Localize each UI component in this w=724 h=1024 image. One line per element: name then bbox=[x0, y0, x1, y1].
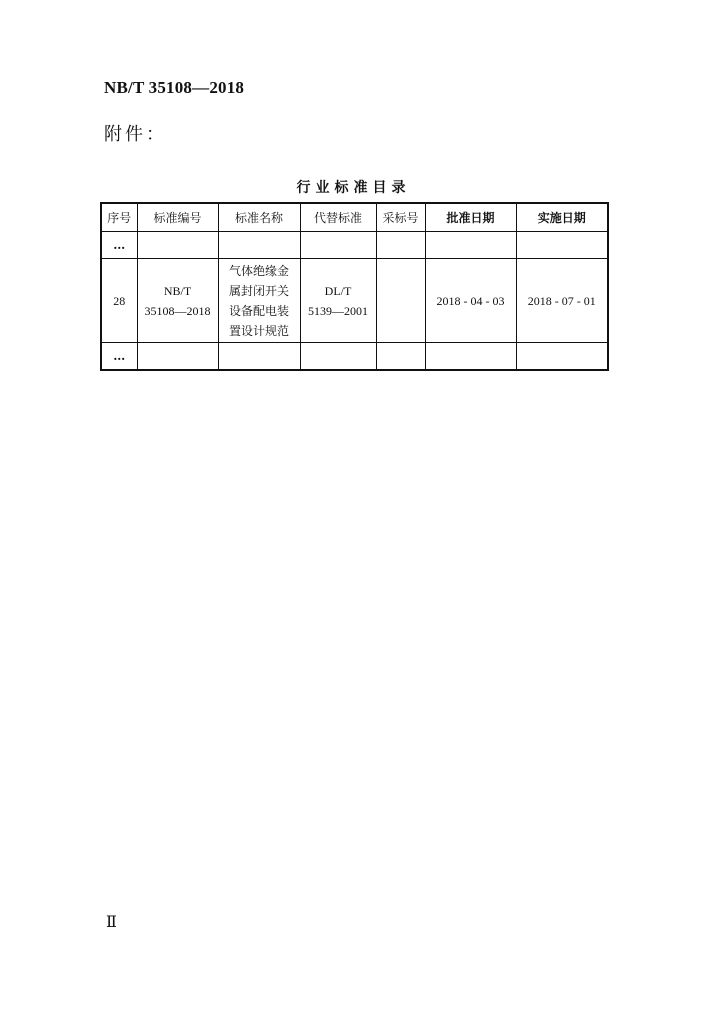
cell-std-name bbox=[218, 259, 300, 343]
cell-approval-date bbox=[425, 232, 516, 259]
cell-adopted bbox=[376, 259, 425, 343]
std-name-line: 气体绝缘金 bbox=[228, 263, 289, 278]
column-header-replaced: 代替标准 bbox=[300, 203, 376, 232]
standards-catalog-table bbox=[100, 202, 609, 371]
table-row bbox=[101, 343, 608, 371]
cell-std-name bbox=[218, 343, 300, 371]
cell-replaced bbox=[300, 343, 376, 371]
cell-std-name bbox=[218, 232, 300, 259]
replaced-line: DL/T bbox=[324, 283, 352, 298]
cell-replaced bbox=[300, 232, 376, 259]
cell-adopted bbox=[376, 232, 425, 259]
cell-seq: … bbox=[101, 232, 137, 259]
column-header-std-name: 标准名称 bbox=[218, 203, 300, 232]
std-no-line: 35108—2018 bbox=[144, 303, 211, 318]
cell-approval-date: 2018 - 04 - 03 bbox=[425, 259, 516, 343]
cell-std-no bbox=[137, 259, 218, 343]
cell-effective-date: 2018 - 07 - 01 bbox=[516, 259, 608, 343]
table-header-row bbox=[101, 203, 608, 232]
cell-adopted bbox=[376, 343, 425, 371]
table-row bbox=[101, 232, 608, 259]
column-header-seq: 序号 bbox=[101, 203, 137, 232]
table-title: 行业标准目录 bbox=[296, 180, 411, 196]
column-header-approval-date: 批准日期 bbox=[425, 203, 516, 232]
cell-approval-date bbox=[425, 343, 516, 371]
cell-std-no bbox=[137, 343, 218, 371]
document-code: NB/T 35108—2018 bbox=[104, 78, 245, 97]
table-row bbox=[101, 259, 608, 343]
replaced-line: 5139—2001 bbox=[308, 303, 368, 318]
cell-seq: 28 bbox=[101, 259, 137, 343]
std-name-line: 设备配电装 bbox=[228, 303, 289, 318]
cell-replaced bbox=[300, 259, 376, 343]
cell-effective-date bbox=[516, 232, 608, 259]
column-header-std-no: 标准编号 bbox=[137, 203, 218, 232]
column-header-adopted: 采标号 bbox=[376, 203, 425, 232]
attachment-label: 附件： bbox=[104, 124, 167, 145]
page-number: Ⅱ bbox=[106, 914, 117, 931]
cell-std-no bbox=[137, 232, 218, 259]
std-no-line: NB/T bbox=[163, 283, 192, 298]
cell-seq: … bbox=[101, 343, 137, 371]
column-header-effective-date: 实施日期 bbox=[516, 203, 608, 232]
std-name-line: 置设计规范 bbox=[228, 323, 289, 338]
std-name-line: 属封闭开关 bbox=[228, 283, 289, 298]
cell-effective-date bbox=[516, 343, 608, 371]
